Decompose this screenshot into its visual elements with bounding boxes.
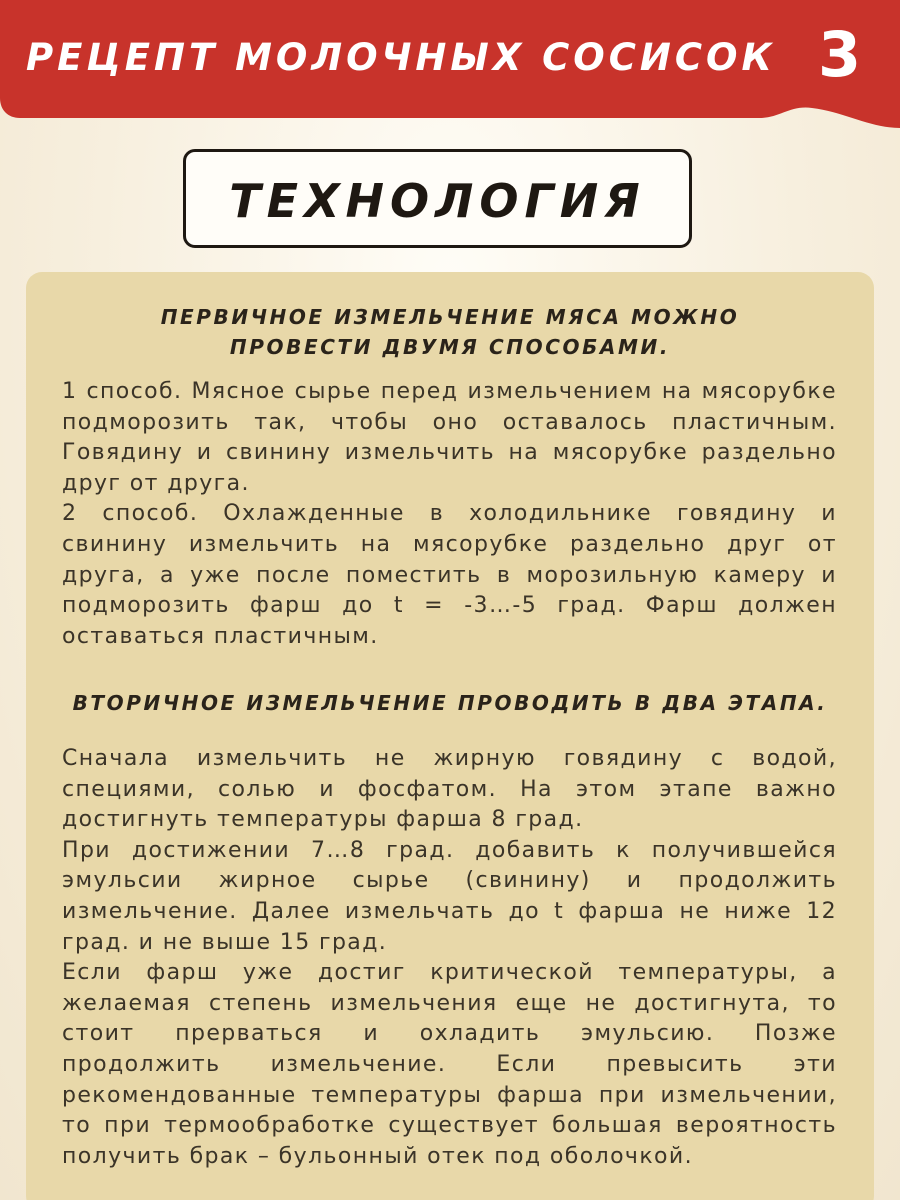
section-title: ТЕХНОЛОГИЯ	[229, 174, 646, 228]
block2-paragraph-2: При достижении 7…8 град. добавить к получившейся эмульсии жирное сырье (свинину) и продолжить измельчение. Далее измельчать до t фарша не ниже 12 град. и не выше 15 град.	[62, 837, 837, 955]
block2-heading: ВТОРИЧНОЕ ИЗМЕЛЬЧЕНИЕ ПРОВОДИТЬ В ДВА ЭТАПА.	[72, 691, 828, 715]
block2-paragraph-3: Если фарш уже достиг критической температуры, а желаемая степень измельчения еще не достигнута, то стоит прерваться и охладить эмульсию. Позже продолжить измельчение. Если превысить эти рекомендованные температуры фарша при измельчении, то при термообработке существует большая вероятность получить брак – бульонный отек под оболочкой.	[62, 960, 837, 1169]
block2-body	[62, 744, 837, 1172]
block2-paragraph-1: Сначала измельчить не жирную говядину с водой, специями, солью и фосфатом. На этом этапе важно достигнуть температуры фарша 8 град.	[62, 746, 837, 833]
header-banner	[0, 0, 900, 130]
block1-paragraph-2: 2 способ. Охлажденные в холодильнике говядину и свинину измельчить на мясорубке раздельно друг от друга, а уже после поместить в морозильную камеру и подморозить фарш до t = -3…-5 град. Фарш должен оставаться пластичным.	[62, 501, 837, 649]
block1-heading	[60, 302, 840, 362]
block1-body	[62, 377, 837, 652]
block1-paragraph-1: 1 способ. Мясное сырье перед измельчением на мясорубке подморозить так, чтобы оно оставалось пластичным. Говядину и свинину измельчить на мясорубке раздельно друг от друга.	[62, 379, 837, 496]
header-title: РЕЦЕПТ МОЛОЧНЫХ СОСИСОК	[26, 36, 776, 79]
block1-heading-line2: ПРОВЕСТИ ДВУМЯ СПОСОБАМИ.	[229, 335, 671, 359]
section-title-box	[183, 149, 692, 248]
block1-heading-line1: ПЕРВИЧНОЕ ИЗМЕЛЬЧЕНИЕ МЯСА МОЖНО	[160, 305, 740, 329]
page-number: 3	[818, 18, 862, 91]
